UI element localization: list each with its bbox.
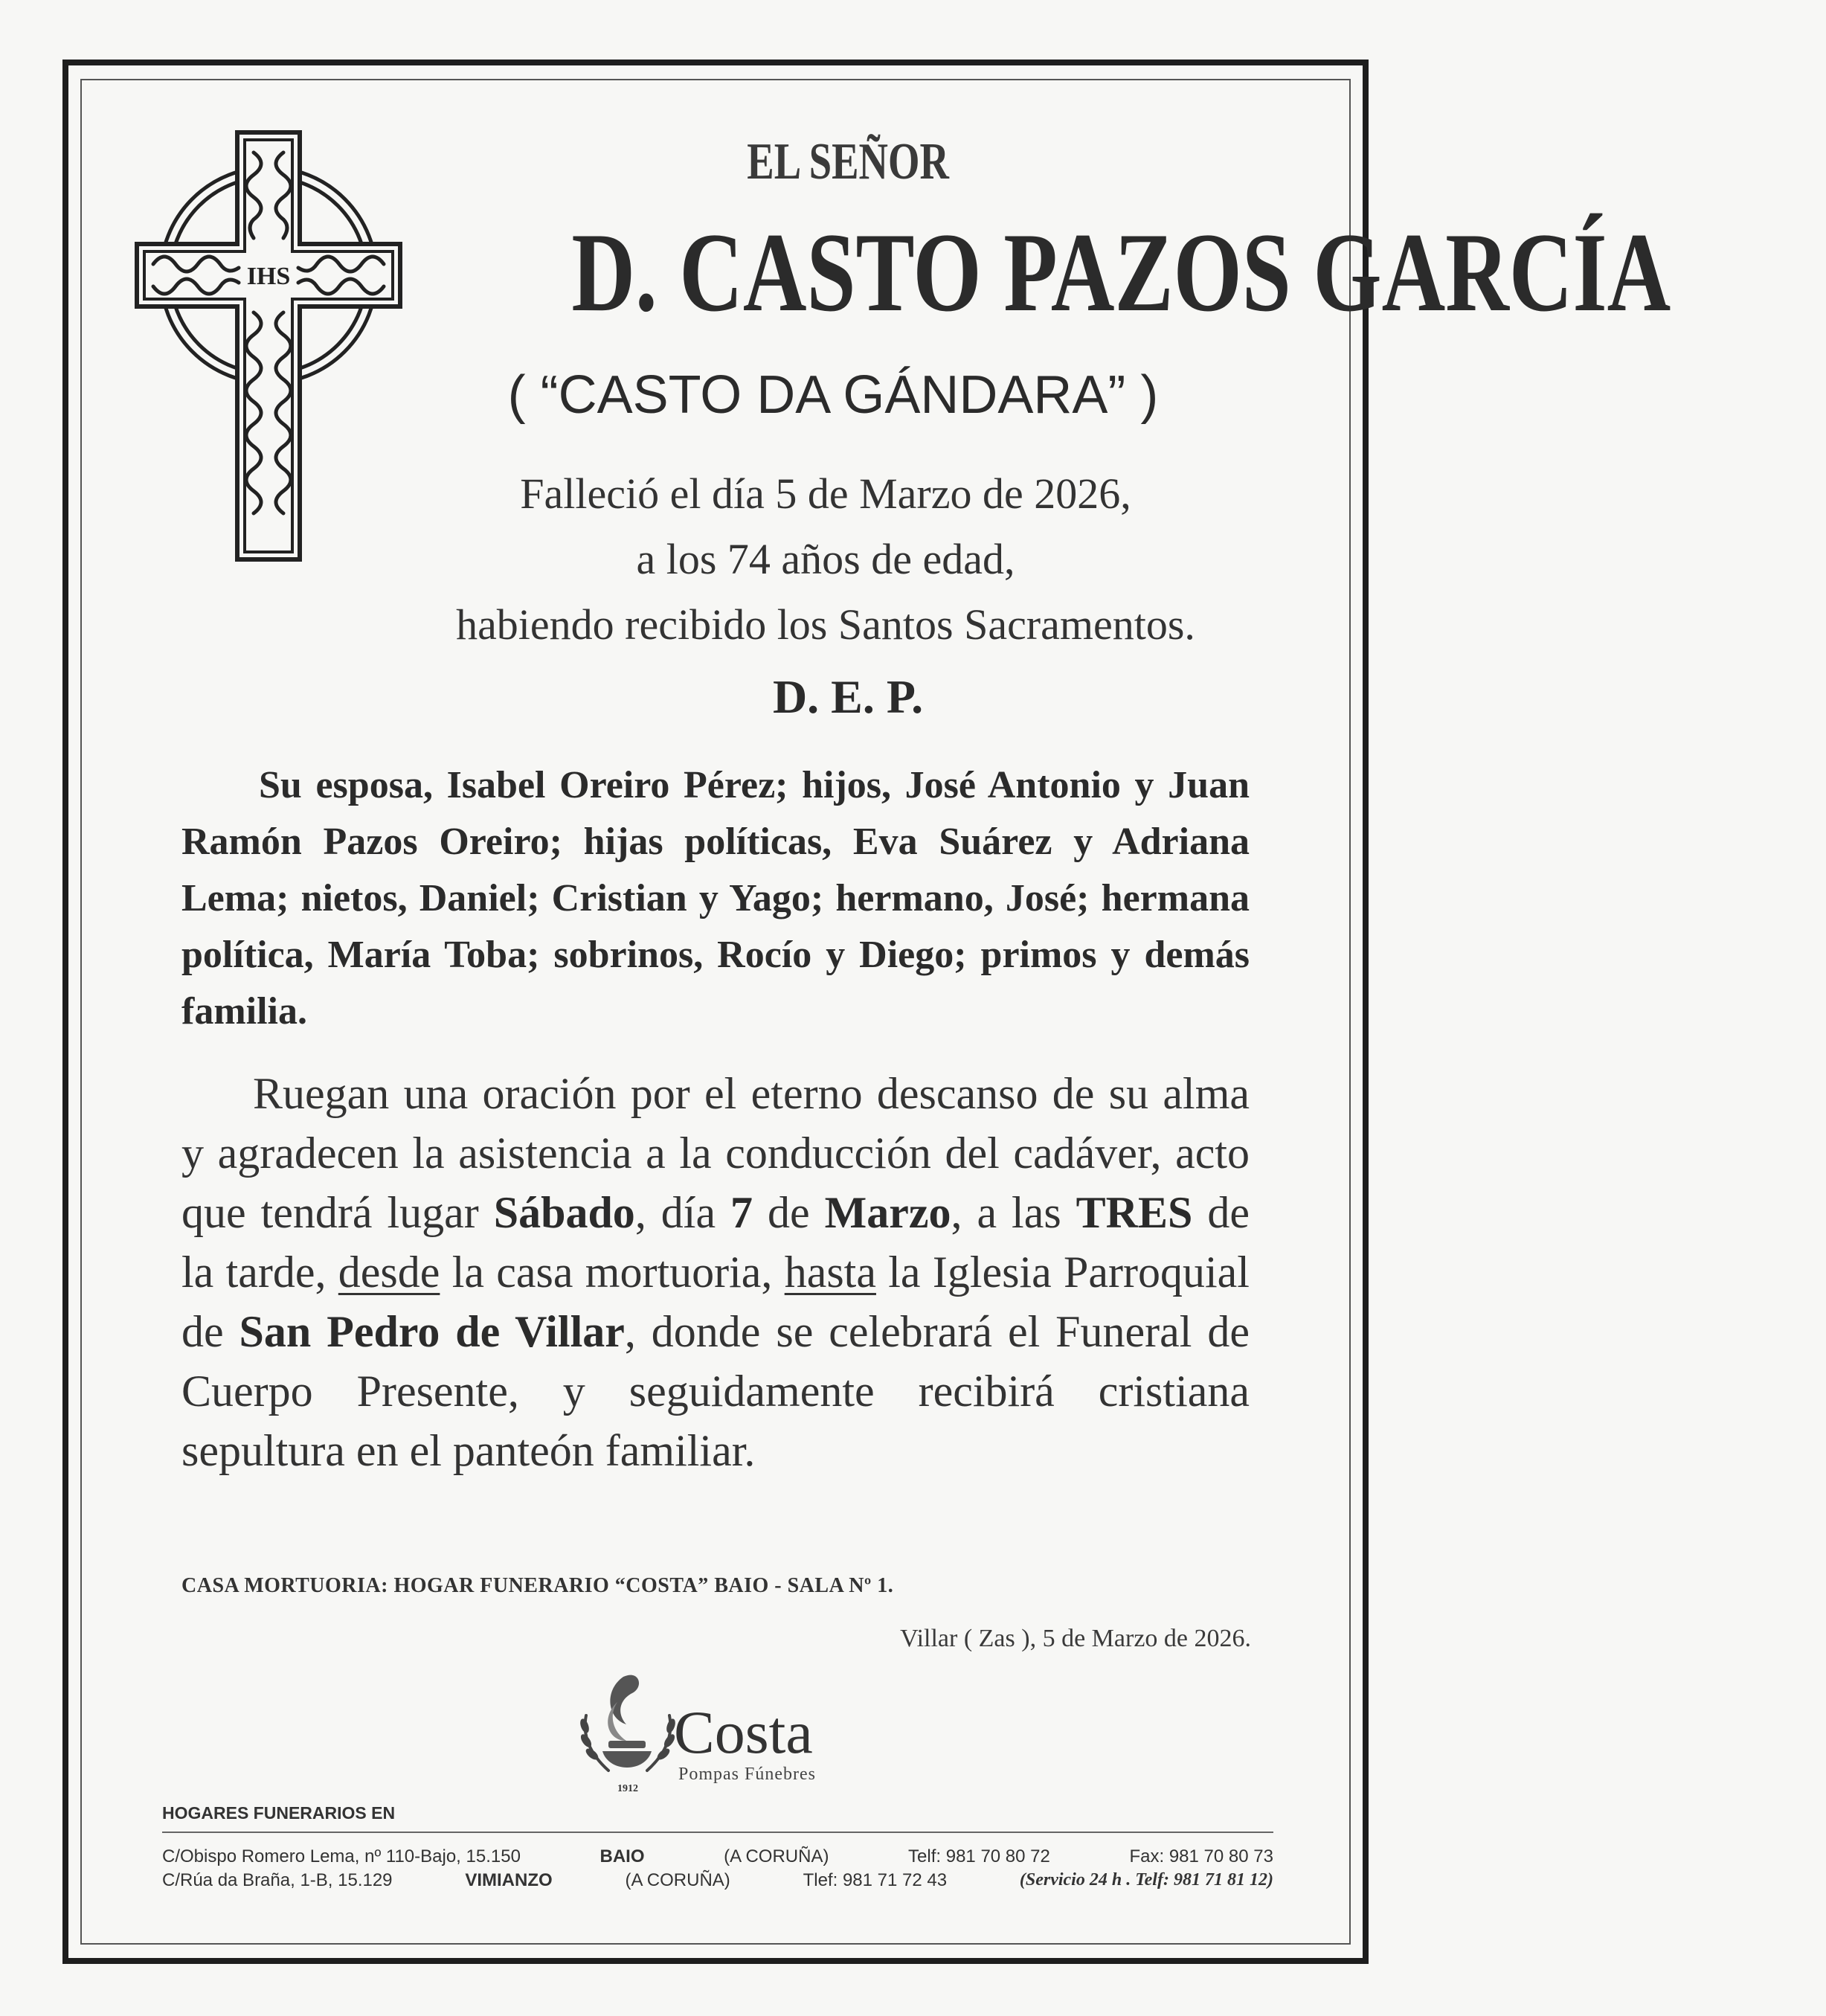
death-date-line: Falleció el día 5 de Marzo de 2026, <box>520 469 1131 518</box>
family-text: Su esposa, Isabel Oreiro Pérez; hijos, José Antonio y Juan Ramón Pazos Oreiro; hijas políticas, Eva Suárez y Adriana Lema; nietos, Daniel; Cristian y Yago; hermano, José; hermana política, María Toba; sobrinos, Rocío y Diego; primos y demás familia. <box>181 764 1250 1033</box>
logo-year: 1912 <box>617 1783 638 1794</box>
service-24h: (Servicio 24 h . Telf: 981 71 81 12) <box>1019 1870 1273 1890</box>
funeral-day: Sábado <box>493 1188 635 1237</box>
footer-address-vimianzo: C/Rúa da Braña, 1-B, 15.129 VIMIANZO (A CORUÑA) Tlef: 981 71 72 43 (Servicio 24 h . Telf: 981 71 81 12) <box>162 1870 1273 1890</box>
to-word: hasta <box>784 1248 876 1297</box>
footer-title: HOGARES FUNERARIOS EN <box>162 1803 396 1823</box>
prayer-paragraph: Ruegan una oración por el eterno descanso de su alma y agradecen la asistencia a la conducción del cadáver, acto que tendrá lugar Sábado, día 7 de Marzo, a las TRES de la tarde, desde la casa mortuoria, hasta la Iglesia Parroquial de San Pedro de Villar, donde se celebrará el Funeral de Cuerpo Presente, y seguidamente recibirá cristiana sepultura en el panteón familiar. <box>181 1069 1250 1475</box>
sacraments-line: habiendo recibido los Santos Sacramentos. <box>456 600 1195 649</box>
title-line: EL SEÑOR <box>747 133 949 190</box>
family-paragraph <box>181 757 1250 1040</box>
rip-abbreviation: D. E. P. <box>772 670 924 723</box>
town-baio: BAIO <box>599 1846 645 1866</box>
church-name: San Pedro de Villar <box>239 1307 625 1356</box>
death-details <box>417 461 1235 658</box>
celtic-cross-icon <box>131 126 406 565</box>
phone-baio: Telf: 981 70 80 72 <box>908 1846 1050 1866</box>
ihs-monogram: IHS <box>246 263 291 290</box>
place-and-date: Villar ( Zas ), 5 de Marzo de 2026. <box>900 1625 1251 1652</box>
deceased-nickname: ( “CASTO DA GÁNDARA” ) <box>507 365 1159 425</box>
fax-baio: Fax: 981 70 80 73 <box>1129 1846 1273 1866</box>
logo-name: Costa <box>674 1698 813 1766</box>
funeral-day-number: 7 <box>730 1188 753 1237</box>
town-vimianzo: VIMIANZO <box>465 1870 553 1890</box>
footer-divider <box>162 1832 1273 1833</box>
deceased-name: D. CASTO PAZOS GARCÍA <box>571 210 1671 335</box>
mortuary-info: CASA MORTUORIA: HOGAR FUNERARIO “COSTA” BAIO - SALA Nº 1. <box>181 1574 894 1597</box>
from-word: desde <box>338 1248 440 1297</box>
footer-address-baio: C/Obispo Romero Lema, nº 110-Bajo, 15.150 BAIO (A CORUÑA) Telf: 981 70 80 72 Fax: 981 70 80 73 <box>162 1846 1273 1866</box>
phone-vimianzo: Tlef: 981 71 72 43 <box>803 1870 948 1890</box>
funeral-hour: TRES <box>1076 1188 1193 1237</box>
age-line: a los 74 años de edad, <box>636 535 1015 583</box>
logo-subtitle: Pompas Fúnebres <box>678 1765 816 1784</box>
funeral-month: Marzo <box>824 1188 951 1237</box>
